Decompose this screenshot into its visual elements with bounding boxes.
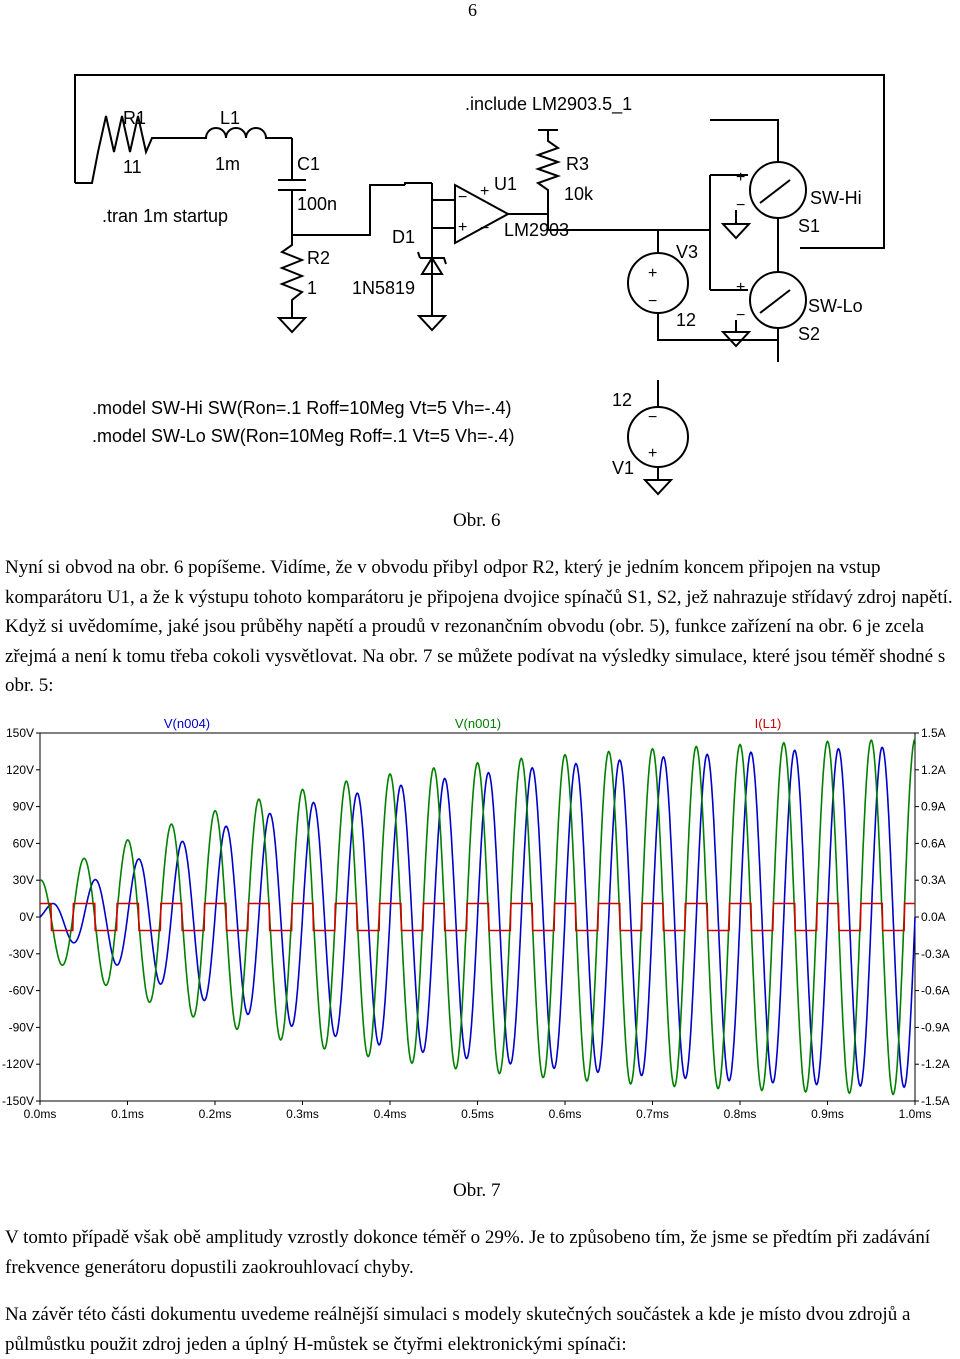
- x-tick-label: 0.9ms: [811, 1107, 844, 1121]
- r1-value: 11: [123, 157, 142, 177]
- d1-label: D1: [392, 227, 416, 247]
- u1-minus-bottom: −: [480, 220, 490, 237]
- c1-label: C1: [297, 154, 321, 174]
- y-left-tick-label: 120V: [5, 762, 34, 777]
- s1-plus: +: [736, 169, 746, 186]
- s2-label: S2: [798, 324, 821, 344]
- y-left-tick-label: -30V: [8, 946, 34, 961]
- r1-label: R1: [123, 108, 147, 128]
- y-right-tick-label: -0.3A: [921, 946, 950, 961]
- legend-entry: V(n001): [454, 716, 502, 731]
- s1-minus: −: [736, 197, 746, 214]
- u1-minus-top: −: [458, 189, 468, 206]
- model-hi-directive: .model SW-Hi SW(Ron=.1 Roff=10Meg Vt=5 Vh=-.4): [92, 398, 512, 418]
- d1-value: 1N5819: [352, 278, 416, 298]
- v1-label: V1: [612, 458, 635, 478]
- include-directive: .include LM2903.5_1: [465, 94, 633, 114]
- y-right-tick-label: 0.0A: [921, 910, 946, 924]
- v3-label: V3: [676, 242, 699, 262]
- v1-minus: −: [648, 409, 658, 426]
- paragraph-1: Nyní si obvod na obr. 6 popíšeme. Vidíme, že v obvodu přibyl odpor R2, který je jedním koncem připojen na vstup komparátoru U1, a že k výstupu tohoto komparátoru je připojena dvojice spínačů S1, S2, jež nahrazuje střídavý zdroj napětí. Když si uvědomíme, jaké jsou průběhy napětí a proudů v rezonančním obvodu (obr. 5), funkce zařízení na obr. 6 je zcela zřejmá a není k tomu třeba cokoli vysvětlovat. Na obr. 7 se můžete podívat na výsledky simulace, které jsou téměř shodné s obr. 5:: [5, 557, 953, 696]
- paragraph-3: Na závěr této části dokumentu uvedeme reálnější simulaci s modely skutečných součástek a kde je místo dvou zdrojů a půlmůstku použit zdroj jeden a úplný H-můstek se čtyřmi elektronickými spínači:: [5, 1304, 911, 1355]
- v1-plus: +: [648, 445, 658, 462]
- y-left-tick-label: 60V: [12, 836, 34, 851]
- paragraph-2: V tomto případě však obě amplitudy vzrostly dokonce téměř o 29%. Je to způsobeno tím, že jsme se předtím při zadávání frekvence generátoru dopustili zaokrouhlovací chyby.: [5, 1227, 931, 1278]
- r2-value: 1: [307, 278, 318, 298]
- r3-resistor: [538, 130, 558, 198]
- s2-plus: +: [736, 279, 746, 296]
- legend-entry: I(L1): [754, 716, 782, 731]
- y-left-tick-label: 90V: [12, 799, 34, 814]
- r2-resistor: [282, 235, 302, 318]
- tran-directive: .tran 1m startup: [102, 206, 229, 226]
- u1-label: U1: [494, 174, 518, 194]
- u1-plus-bottom: +: [458, 219, 468, 236]
- r3-label: R3: [566, 154, 590, 174]
- x-tick-label: 0.0ms: [23, 1107, 57, 1121]
- x-tick-label: 0.4ms: [373, 1107, 407, 1121]
- figure-6-caption: Obr. 6: [453, 510, 501, 531]
- s1-label: S1: [798, 216, 821, 236]
- v3-plus: +: [648, 265, 658, 282]
- x-tick-label: 0.2ms: [198, 1107, 232, 1121]
- series-line-vn004: [40, 747, 915, 1087]
- l1-inductor: [180, 128, 292, 138]
- s2-model: SW-Lo: [808, 296, 863, 316]
- s1-model: SW-Hi: [810, 188, 862, 208]
- legend-entry: V(n004): [163, 716, 211, 731]
- y-left-tick-label: -150V: [1, 1094, 34, 1108]
- ground-r2: [279, 318, 305, 332]
- y-left-tick-label: 150V: [5, 726, 34, 740]
- circuit-schematic: [0, 0, 960, 510]
- v1-source: [628, 407, 688, 467]
- v3-value: 12: [676, 310, 697, 330]
- y-right-tick-label: 0.6A: [921, 836, 946, 851]
- y-right-tick-label: -0.6A: [921, 983, 950, 998]
- l1-value: 1m: [215, 154, 241, 174]
- v1-value: 12: [612, 390, 633, 410]
- u1-plus-top: +: [480, 183, 490, 200]
- y-left-tick-label: 0V: [19, 910, 34, 924]
- y-right-tick-label: -1.2A: [921, 1057, 950, 1072]
- l1-label: L1: [220, 108, 241, 128]
- y-left-tick-label: -60V: [8, 983, 34, 998]
- y-left-tick-label: 30V: [12, 873, 34, 888]
- y-right-tick-label: 0.9A: [921, 799, 946, 814]
- y-right-tick-label: 0.3A: [921, 873, 946, 888]
- y-left-tick-label: -120V: [1, 1057, 34, 1072]
- x-tick-label: 0.3ms: [286, 1107, 319, 1121]
- x-tick-label: 0.7ms: [636, 1107, 669, 1121]
- page-number: 6: [468, 0, 477, 20]
- x-tick-label: 0.1ms: [111, 1107, 144, 1121]
- y-right-tick-label: -0.9A: [921, 1020, 950, 1035]
- c1-value: 100n: [297, 194, 338, 214]
- x-tick-label: 0.8ms: [723, 1107, 757, 1121]
- y-right-tick-label: -1.5A: [921, 1094, 950, 1108]
- y-right-tick-label: 1.2A: [921, 762, 946, 777]
- simulation-chart: [0, 710, 960, 1130]
- u1-value: LM2903: [504, 220, 570, 240]
- r2-label: R2: [307, 248, 331, 268]
- r3-value: 10k: [564, 184, 594, 204]
- figure-7-caption: Obr. 7: [453, 1180, 501, 1201]
- y-left-tick-label: -90V: [8, 1020, 34, 1035]
- v3-minus: −: [648, 293, 658, 310]
- x-tick-label: 1.0ms: [898, 1107, 932, 1121]
- x-tick-label: 0.5ms: [461, 1107, 494, 1121]
- s2-minus: −: [736, 307, 746, 324]
- y-right-tick-label: 1.5A: [921, 726, 946, 740]
- ground-d1: [419, 316, 445, 330]
- x-tick-label: 0.6ms: [548, 1107, 582, 1121]
- v3-source: [628, 253, 688, 313]
- ground-s1: [723, 224, 749, 238]
- ground-v1: [645, 480, 671, 494]
- model-lo-directive: .model SW-Lo SW(Ron=10Meg Roff=.1 Vt=5 Vh=-.4): [92, 426, 515, 446]
